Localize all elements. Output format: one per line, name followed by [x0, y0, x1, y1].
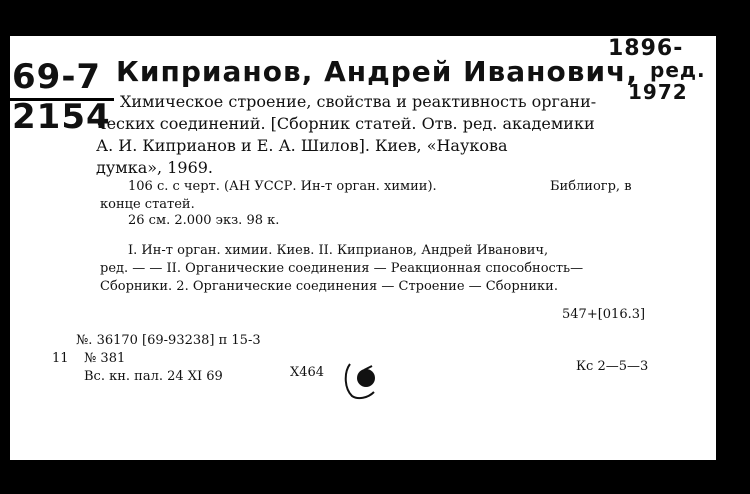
tracing-line-2: ред. — — II. Органические соединения — Реакционная способность—	[100, 261, 584, 276]
handwritten-years-start: 1896-	[608, 36, 684, 61]
handwritten-author: Киприанов, Андрей Иванович,	[116, 55, 638, 88]
physical-line-2: конце статей.	[100, 197, 195, 212]
bibliography-note: Библиогр, в	[550, 179, 632, 194]
footer-line-3: Вс. кн. пал. 24 XI 69	[84, 369, 223, 384]
footer-line-1: №. 36170 [69-93238] п 15-3	[76, 333, 261, 348]
shelfmark-top: 69-7	[12, 57, 102, 97]
classification-code: Кс 2—5—3	[576, 359, 649, 374]
udc-number: 547+[016.3]	[562, 307, 646, 322]
footer-line-2-prefix: 11	[52, 351, 69, 366]
physical-line-1: 106 с. с черт. (АН УССР. Ин-т орган. химии).	[128, 179, 437, 194]
handwritten-editor-role: ред.	[650, 58, 706, 82]
title-line-1: Химическое строение, свойства и реактивность органи-	[120, 92, 597, 111]
ink-stamp-mark	[342, 358, 382, 400]
footer-line-2: № 381	[84, 351, 126, 366]
title-line-2: ческих соединений. [Сборник статей. Отв. ред. академики	[96, 114, 595, 133]
tracing-line-3: Сборники. 2. Органические соединения — Строение — Сборники.	[100, 279, 558, 294]
catalog-card	[10, 36, 716, 460]
title-line-3: А. И. Киприанов и Е. А. Шилов]. Киев, «Наукова	[96, 136, 508, 155]
handwritten-years-end: 1972	[628, 80, 688, 104]
footer-code: Х464	[290, 365, 325, 380]
physical-line-3: 26 см. 2.000 экз. 98 к.	[128, 213, 280, 228]
tracing-line-1: I. Ин-т орган. химии. Киев. II. Киприанов, Андрей Иванович,	[128, 243, 549, 258]
title-line-4: думка», 1969.	[96, 158, 214, 177]
shelfmark-bottom: 2154	[12, 97, 111, 137]
